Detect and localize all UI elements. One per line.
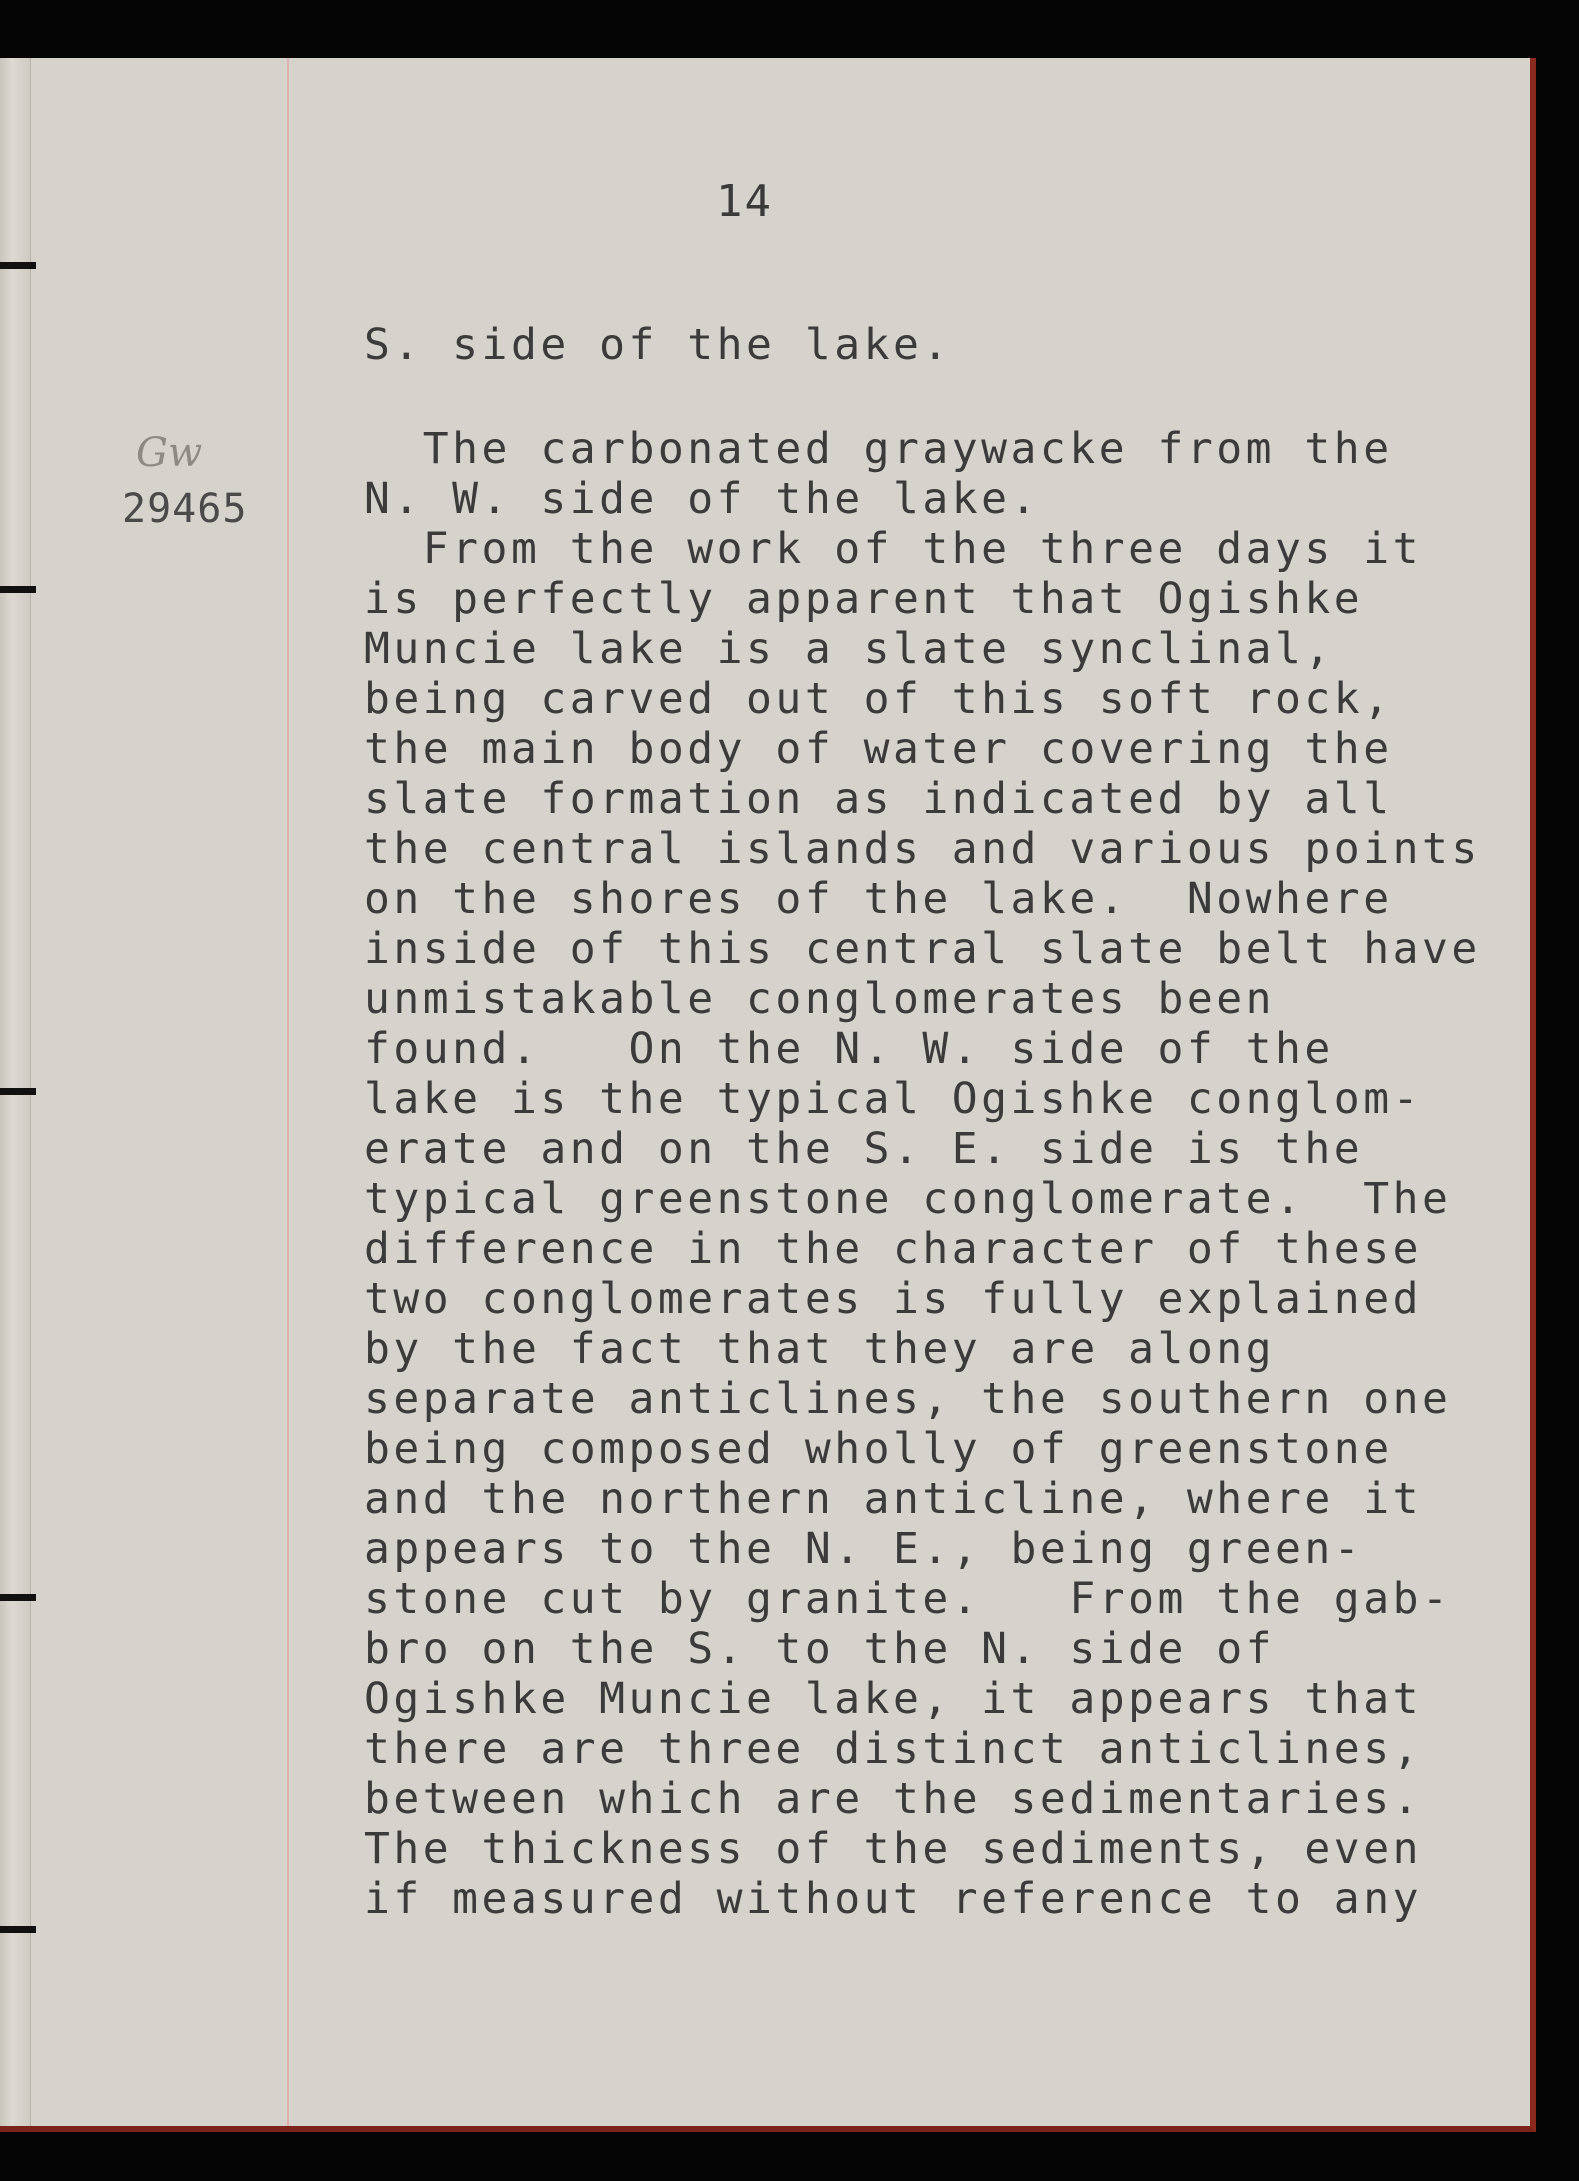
text-line: Muncie lake is a slate synclinal, xyxy=(364,624,1334,674)
text-line: slate formation as indicated by all xyxy=(364,774,1393,824)
text-line: the central islands and various points xyxy=(364,824,1481,874)
text-line: inside of this central slate belt have xyxy=(364,924,1481,974)
text-line: appears to the N. E., being green- xyxy=(364,1524,1364,1574)
text-line: two conglomerates is fully explained xyxy=(364,1274,1422,1324)
text-line: being composed wholly of greenstone xyxy=(364,1424,1393,1474)
binder-ring xyxy=(0,262,36,269)
binder-ring xyxy=(0,1088,36,1095)
text-line: N. W. side of the lake. xyxy=(364,474,1040,524)
binder-ring xyxy=(0,1594,36,1601)
text-line: and the northern anticline, where it xyxy=(364,1474,1422,1524)
page-number: 14 xyxy=(716,176,773,227)
text-line: erate and on the S. E. side is the xyxy=(364,1124,1364,1174)
text-line: Ogishke Muncie lake, it appears that xyxy=(364,1674,1422,1724)
text-line: bro on the S. to the N. side of xyxy=(364,1624,1276,1674)
text-line: between which are the sedimentaries. xyxy=(364,1774,1422,1824)
text-line: unmistakable conglomerates been xyxy=(364,974,1276,1024)
notebook-page xyxy=(0,58,1536,2132)
text-line: stone cut by granite. From the gab- xyxy=(364,1574,1452,1624)
text-line: From the work of the three days it xyxy=(364,524,1422,574)
specimen-number: 29465 xyxy=(122,486,248,532)
text-line: by the fact that they are along xyxy=(364,1324,1276,1374)
text-line: The carbonated graywacke from the xyxy=(364,424,1393,474)
text-line: on the shores of the lake. Nowhere xyxy=(364,874,1393,924)
text-line: S. side of the lake. xyxy=(364,320,952,370)
binder-ring xyxy=(0,586,36,593)
margin-rule xyxy=(287,58,289,2126)
text-line: found. On the N. W. side of the xyxy=(364,1024,1334,1074)
binder-ring xyxy=(0,1926,36,1933)
text-line: typical greenstone conglomerate. The xyxy=(364,1174,1452,1224)
text-line: there are three distinct anticlines, xyxy=(364,1724,1422,1774)
text-line: difference in the character of these xyxy=(364,1224,1422,1274)
text-line: separate anticlines, the southern one xyxy=(364,1374,1452,1424)
text-line: The thickness of the sediments, even xyxy=(364,1824,1422,1874)
text-line: lake is the typical Ogishke conglom- xyxy=(364,1074,1422,1124)
text-line: the main body of water covering the xyxy=(364,724,1393,774)
text-line: if measured without reference to any xyxy=(364,1874,1422,1924)
handwritten-initials: Gw xyxy=(136,430,203,476)
text-line: being carved out of this soft rock, xyxy=(364,674,1393,724)
text-line: is perfectly apparent that Ogishke xyxy=(364,574,1364,624)
